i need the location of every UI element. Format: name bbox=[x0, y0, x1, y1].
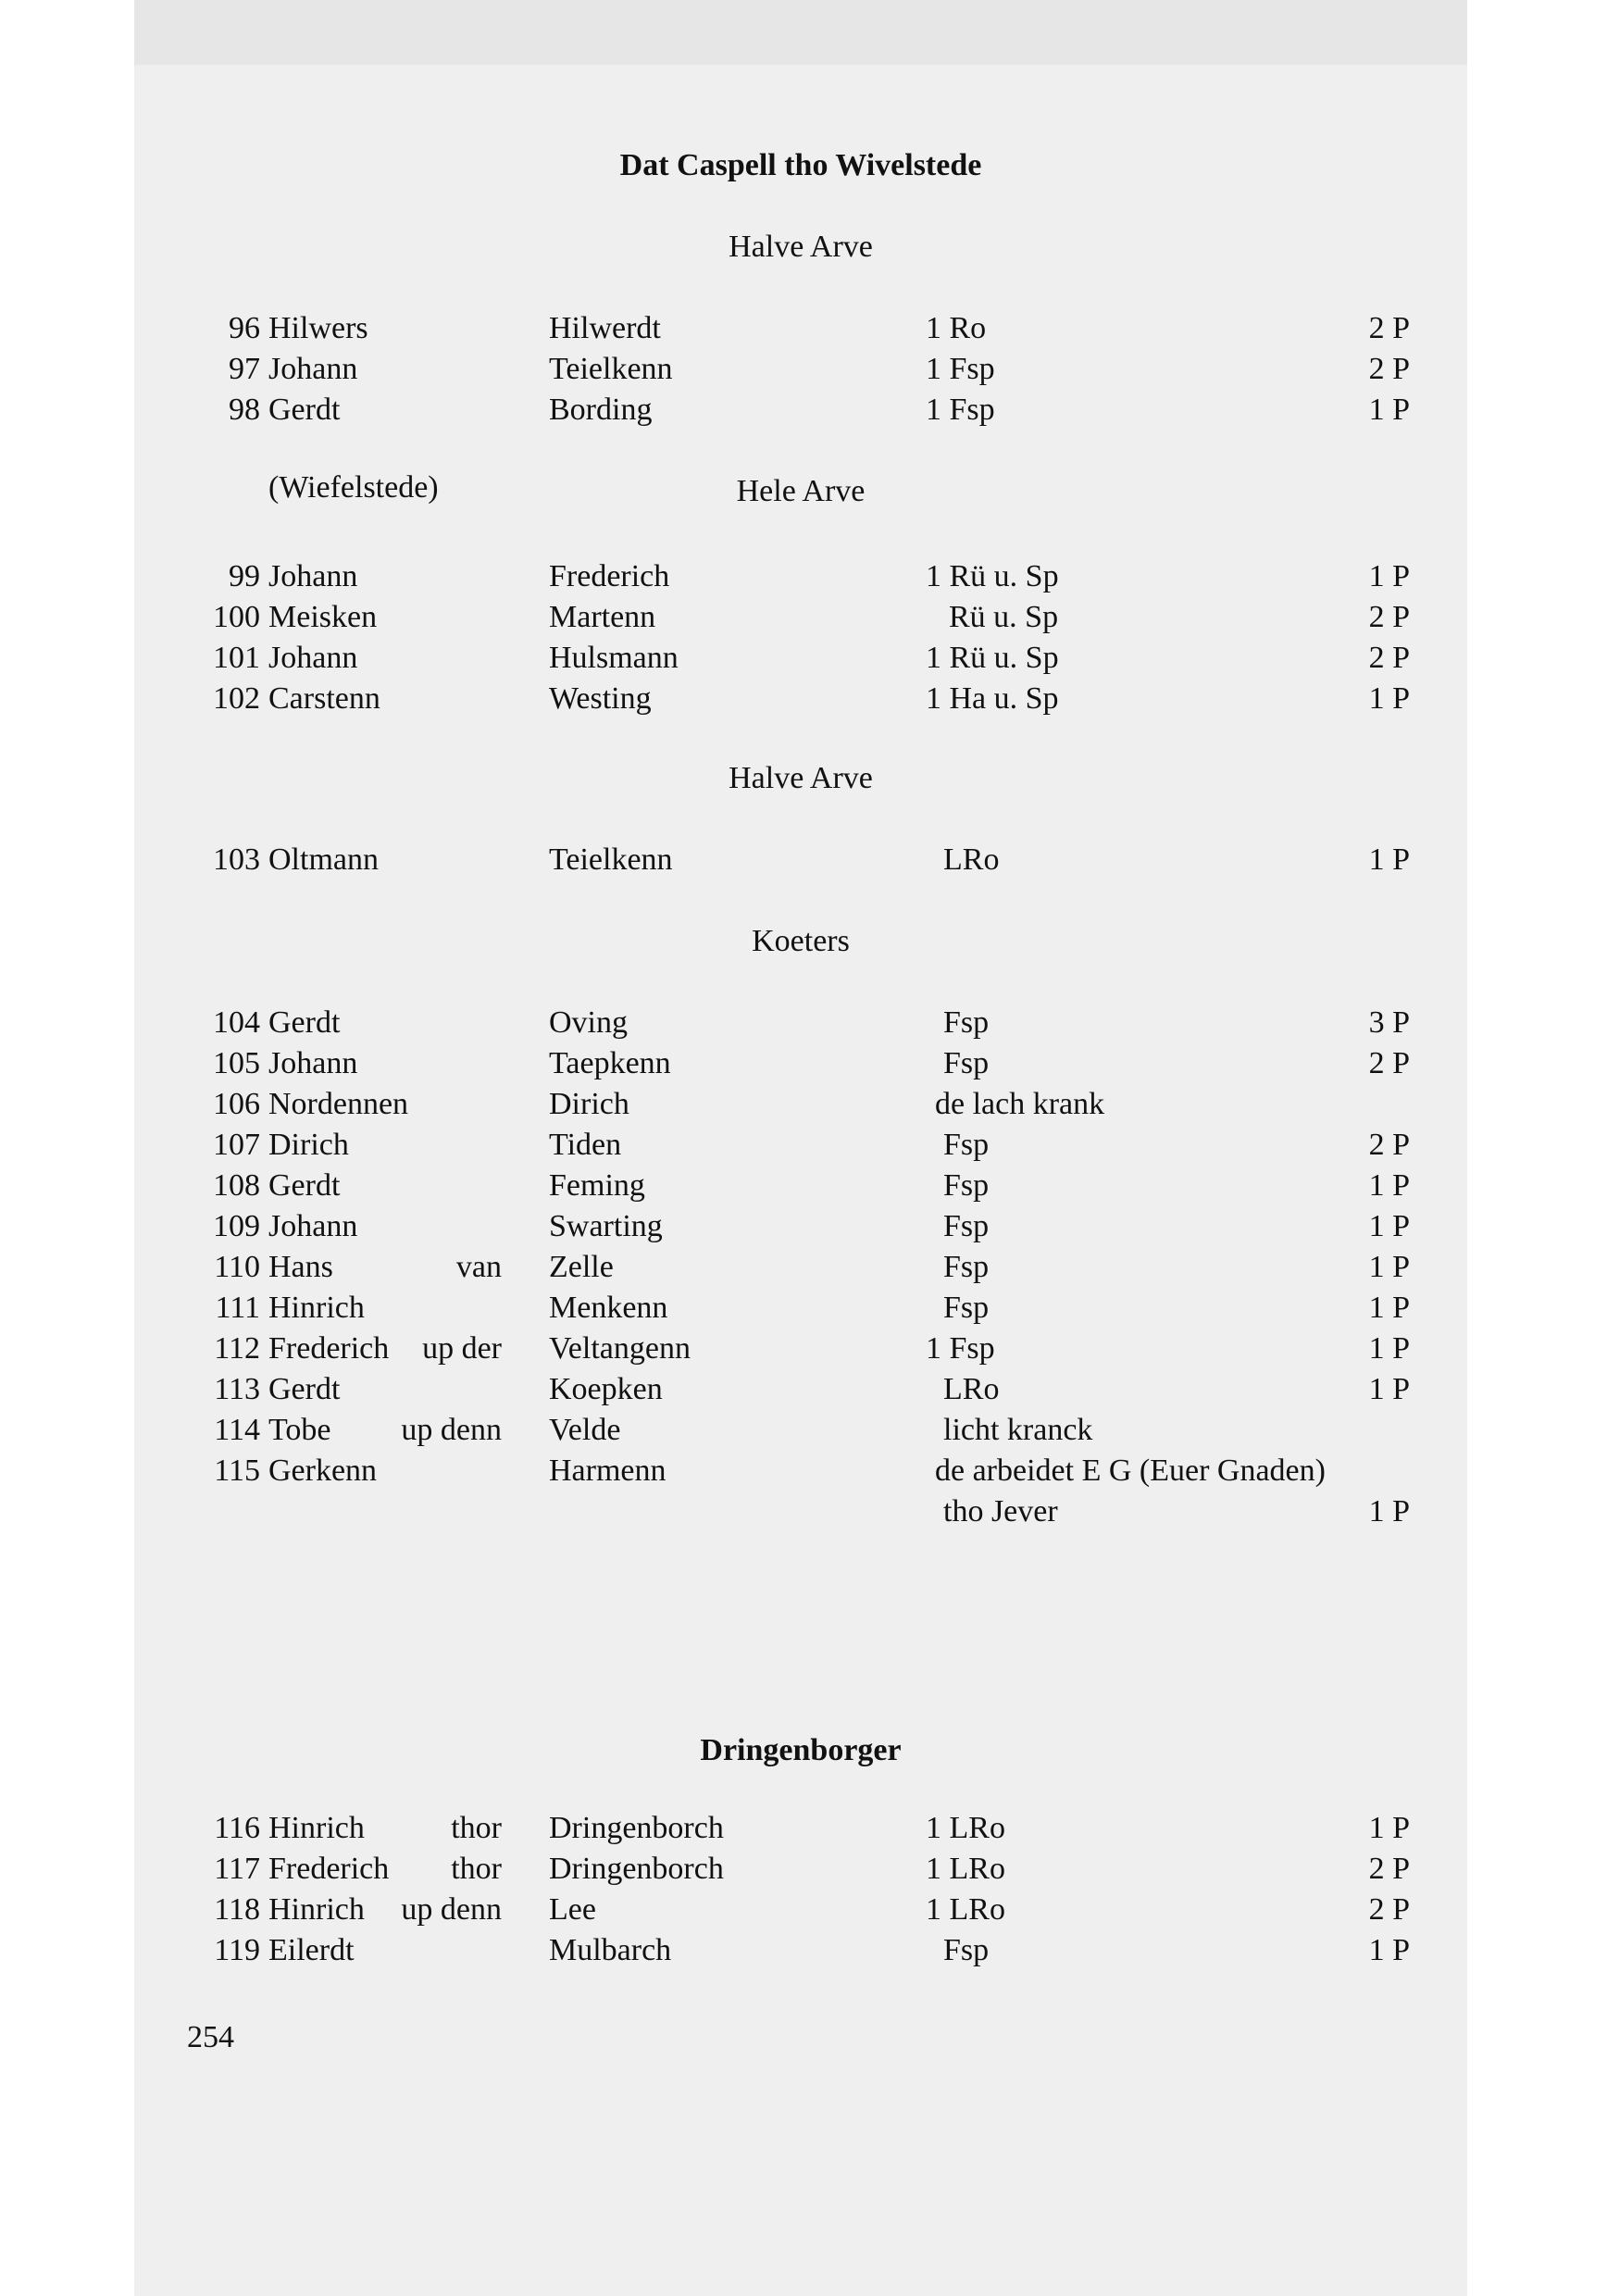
name-preposition: up der bbox=[422, 1331, 502, 1366]
persons-count: 2 P bbox=[1368, 641, 1410, 675]
table-row bbox=[134, 1892, 1467, 1933]
table-row bbox=[134, 1291, 1467, 1331]
name-preposition: van bbox=[455, 1250, 502, 1284]
entry-number: 113 bbox=[214, 1372, 260, 1406]
table-row bbox=[134, 1128, 1467, 1168]
table-row bbox=[134, 641, 1467, 681]
entry-number: 116 bbox=[214, 1811, 260, 1845]
first-name: Johann bbox=[268, 1046, 358, 1080]
page-title: Dat Caspell tho Wivelstede bbox=[619, 148, 982, 182]
holding-note: Fsp bbox=[943, 1168, 990, 1203]
surname: Tiden bbox=[549, 1128, 622, 1162]
name-preposition: up denn bbox=[401, 1892, 502, 1927]
entry-number: 109 bbox=[213, 1209, 260, 1243]
holding-note: 1 Rü u. Sp bbox=[926, 641, 1059, 675]
persons-count: 1 P bbox=[1368, 842, 1410, 877]
entry-number: 117 bbox=[214, 1852, 260, 1886]
table-row bbox=[134, 842, 1467, 883]
entry-number: 118 bbox=[214, 1892, 260, 1927]
holding-note: 1 LRo bbox=[926, 1892, 1005, 1927]
holding-note: de arbeidet E G (Euer Gnaden) bbox=[935, 1454, 1326, 1488]
holding-note: 1 LRo bbox=[926, 1852, 1005, 1886]
first-name: Johann bbox=[268, 559, 358, 593]
first-name: Oltmann bbox=[268, 842, 379, 877]
section-heading: Koeters bbox=[752, 924, 850, 958]
name-preposition: thor bbox=[451, 1852, 502, 1886]
persons-count: 1 P bbox=[1368, 1494, 1410, 1529]
holding-note-continuation: tho Jever bbox=[943, 1494, 1058, 1529]
holding-note: 1 Rü u. Sp bbox=[926, 559, 1059, 593]
entry-number: 99 bbox=[229, 559, 260, 593]
section-place-note: (Wiefelstede) bbox=[268, 470, 439, 505]
entry-number: 98 bbox=[229, 393, 260, 427]
document-page bbox=[134, 0, 1467, 2296]
holding-note: Fsp bbox=[943, 1046, 990, 1080]
table-row bbox=[134, 1250, 1467, 1291]
first-name: Nordennen bbox=[268, 1087, 409, 1121]
first-name: Hinrich bbox=[268, 1291, 365, 1325]
surname: Teielkenn bbox=[549, 842, 673, 877]
entry-number: 115 bbox=[214, 1454, 260, 1488]
holding-note: de lach krank bbox=[935, 1087, 1105, 1121]
surname: Velde bbox=[549, 1413, 621, 1447]
first-name: Johann bbox=[268, 1209, 358, 1243]
entry-number: 101 bbox=[213, 641, 260, 675]
table-row bbox=[134, 311, 1467, 352]
persons-count: 3 P bbox=[1368, 1005, 1410, 1040]
entry-number: 119 bbox=[214, 1933, 260, 1967]
entry-number: 102 bbox=[213, 681, 260, 716]
first-name: Johann bbox=[268, 641, 358, 675]
entry-number: 96 bbox=[229, 311, 260, 345]
table-row bbox=[134, 600, 1467, 641]
first-name: Hans bbox=[268, 1250, 333, 1284]
entry-number: 100 bbox=[213, 600, 260, 634]
holding-note: 1 Ro bbox=[926, 311, 987, 345]
holding-note: 1 LRo bbox=[926, 1811, 1005, 1845]
holding-note: LRo bbox=[943, 842, 1000, 877]
section-heading: Dringenborger bbox=[700, 1733, 902, 1767]
holding-note: Fsp bbox=[943, 1005, 990, 1040]
first-name: Gerdt bbox=[268, 1005, 341, 1040]
holding-note: 1 Fsp bbox=[926, 1331, 995, 1366]
document-content bbox=[134, 0, 1467, 2296]
table-row bbox=[134, 681, 1467, 722]
persons-count: 1 P bbox=[1368, 393, 1410, 427]
surname: Westing bbox=[549, 681, 652, 716]
persons-count: 2 P bbox=[1368, 311, 1410, 345]
holding-note: 1 Ha u. Sp bbox=[926, 681, 1059, 716]
first-name: Gerdt bbox=[268, 393, 341, 427]
surname: Teielkenn bbox=[549, 352, 673, 386]
surname: Dringenborch bbox=[549, 1811, 724, 1845]
first-name: Johann bbox=[268, 352, 358, 386]
surname: Mulbarch bbox=[549, 1933, 672, 1967]
table-row bbox=[134, 393, 1467, 433]
table-row bbox=[134, 1087, 1467, 1128]
persons-count: 2 P bbox=[1368, 1128, 1410, 1162]
persons-count: 2 P bbox=[1368, 1852, 1410, 1886]
table-row-continuation bbox=[134, 1494, 1467, 1535]
surname: Dringenborch bbox=[549, 1852, 724, 1886]
table-row bbox=[134, 559, 1467, 600]
holding-note: Fsp bbox=[943, 1128, 990, 1162]
section-heading: Halve Arve bbox=[729, 230, 873, 264]
surname: Harmenn bbox=[549, 1454, 666, 1488]
persons-count: 1 P bbox=[1368, 1372, 1410, 1406]
table-row bbox=[134, 1168, 1467, 1209]
persons-count: 1 P bbox=[1368, 1168, 1410, 1203]
surname: Zelle bbox=[549, 1250, 614, 1284]
table-row bbox=[134, 1852, 1467, 1892]
entry-number: 103 bbox=[213, 842, 260, 877]
surname: Menkenn bbox=[549, 1291, 668, 1325]
holding-note: 1 Fsp bbox=[926, 393, 995, 427]
persons-count: 1 P bbox=[1368, 1811, 1410, 1845]
surname: Feming bbox=[549, 1168, 645, 1203]
first-name: Gerdt bbox=[268, 1168, 341, 1203]
entry-number: 106 bbox=[213, 1087, 260, 1121]
persons-count: 2 P bbox=[1368, 1046, 1410, 1080]
first-name: Tobe bbox=[268, 1413, 331, 1447]
table-row bbox=[134, 1331, 1467, 1372]
holding-note: Fsp bbox=[943, 1291, 990, 1325]
table-row bbox=[134, 1209, 1467, 1250]
entry-number: 112 bbox=[214, 1331, 260, 1366]
holding-note: Fsp bbox=[943, 1209, 990, 1243]
surname: Swarting bbox=[549, 1209, 663, 1243]
first-name: Hinrich bbox=[268, 1892, 365, 1927]
table-row bbox=[134, 1372, 1467, 1413]
table-row bbox=[134, 1933, 1467, 1974]
first-name: Hilwers bbox=[268, 311, 368, 345]
persons-count: 1 P bbox=[1368, 1933, 1410, 1967]
name-preposition: thor bbox=[451, 1811, 502, 1845]
first-name: Frederich bbox=[268, 1852, 390, 1886]
persons-count: 2 P bbox=[1368, 600, 1410, 634]
entry-number: 107 bbox=[213, 1128, 260, 1162]
persons-count: 1 P bbox=[1368, 1209, 1410, 1243]
entry-number: 97 bbox=[229, 352, 260, 386]
persons-count: 1 P bbox=[1368, 1250, 1410, 1284]
surname: Koepken bbox=[549, 1372, 663, 1406]
holding-note: LRo bbox=[943, 1372, 1000, 1406]
name-preposition: up denn bbox=[401, 1413, 502, 1447]
table-row bbox=[134, 352, 1467, 393]
table-row bbox=[134, 1811, 1467, 1852]
persons-count: 1 P bbox=[1368, 1291, 1410, 1325]
surname: Veltangenn bbox=[549, 1331, 691, 1366]
table-row bbox=[134, 1454, 1467, 1494]
persons-count: 1 P bbox=[1368, 559, 1410, 593]
holding-note: Fsp bbox=[943, 1933, 990, 1967]
entry-number: 104 bbox=[213, 1005, 260, 1040]
first-name: Frederich bbox=[268, 1331, 390, 1366]
entry-number: 105 bbox=[213, 1046, 260, 1080]
persons-count: 2 P bbox=[1368, 1892, 1410, 1927]
table-row bbox=[134, 1046, 1467, 1087]
persons-count: 2 P bbox=[1368, 352, 1410, 386]
first-name: Gerkenn bbox=[268, 1454, 378, 1488]
table-row bbox=[134, 1413, 1467, 1454]
section-heading: Hele Arve bbox=[736, 474, 866, 508]
persons-count: 1 P bbox=[1368, 1331, 1410, 1366]
entry-number: 110 bbox=[214, 1250, 260, 1284]
surname: Hulsmann bbox=[549, 641, 679, 675]
section-heading: Halve Arve bbox=[729, 761, 873, 795]
holding-note: Rü u. Sp bbox=[949, 600, 1059, 634]
entry-number: 111 bbox=[215, 1291, 260, 1325]
surname: Lee bbox=[549, 1892, 596, 1927]
entry-number: 108 bbox=[213, 1168, 260, 1203]
surname: Martenn bbox=[549, 600, 656, 634]
table-row bbox=[134, 1005, 1467, 1046]
holding-note: licht kranck bbox=[943, 1413, 1093, 1447]
surname: Hilwerdt bbox=[549, 311, 661, 345]
first-name: Hinrich bbox=[268, 1811, 365, 1845]
surname: Oving bbox=[549, 1005, 628, 1040]
surname: Bording bbox=[549, 393, 653, 427]
surname: Frederich bbox=[549, 559, 670, 593]
persons-count: 1 P bbox=[1368, 681, 1410, 716]
surname: Taepkenn bbox=[549, 1046, 671, 1080]
holding-note: 1 Fsp bbox=[926, 352, 995, 386]
holding-note: Fsp bbox=[943, 1250, 990, 1284]
first-name: Carstenn bbox=[268, 681, 380, 716]
first-name: Dirich bbox=[268, 1128, 349, 1162]
surname: Dirich bbox=[549, 1087, 629, 1121]
page-number: 254 bbox=[187, 2020, 234, 2054]
first-name: Eilerdt bbox=[268, 1933, 355, 1967]
first-name: Meisken bbox=[268, 600, 378, 634]
entry-number: 114 bbox=[214, 1413, 260, 1447]
first-name: Gerdt bbox=[268, 1372, 341, 1406]
